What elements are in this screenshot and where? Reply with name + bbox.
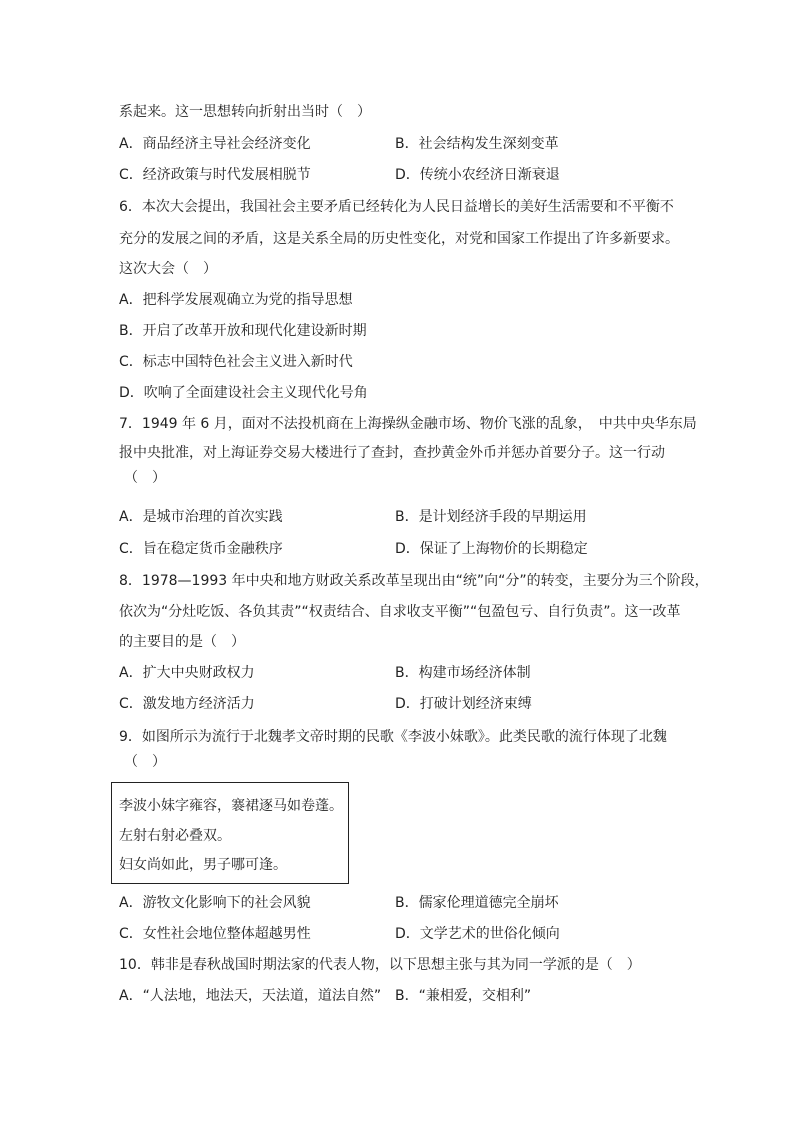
question-8-stem-line-2: 依次为“分灶吃饭、各负其责”“权责结合、自求收支平衡”“包盈包亏、自行负责”。这一改革 (119, 604, 681, 620)
question-7-option-b[interactable]: B．是计划经济手段的早期运用 (395, 509, 587, 525)
question-7-stem-line-3: （ ） (124, 470, 166, 486)
question-8-stem-line-3: 的主要目的是（ ） (119, 634, 245, 650)
question-5-option-a[interactable]: A．商品经济主导社会经济变化 (119, 136, 311, 152)
poem-box (111, 782, 349, 884)
question-9-option-c[interactable]: C．女性社会地位整体超越男性 (119, 926, 311, 942)
question-9-option-b[interactable]: B．儒家伦理道德完全崩坏 (395, 895, 559, 911)
question-6-option-a[interactable]: A．把科学发展观确立为党的指导思想 (119, 292, 353, 308)
question-6-option-b[interactable]: B．开启了改革开放和现代化建设新时期 (119, 323, 367, 339)
question-6-option-c[interactable]: C．标志中国特色社会主义进入新时代 (119, 354, 353, 370)
poem-line-2: 左射右射必叠双。 (119, 828, 231, 844)
question-9-option-a[interactable]: A．游牧文化影响下的社会风貌 (119, 895, 311, 911)
question-8-stem-line-1: 8．1978—1993 年中央和地方财政关系改革呈现出由“统”向“分”的转变，主要分为三个阶段， (119, 573, 709, 589)
question-9-stem-line-2: （ ） (124, 754, 166, 770)
question-6-stem-line-3: 这次大会（ ） (119, 261, 217, 277)
question-10-stem: 10．韩非是春秋战国时期法家的代表人物，以下思想主张与其为同一学派的是（ ） (119, 957, 641, 973)
question-8-option-d[interactable]: D．打破计划经济束缚 (395, 696, 532, 712)
question-8-option-b[interactable]: B．构建市场经济体制 (395, 665, 531, 681)
question-8-option-c[interactable]: C．激发地方经济活力 (119, 696, 255, 712)
question-6-stem-line-1: 6．本次大会提出，我国社会主要矛盾已经转化为人民日益增长的美好生活需要和不平衡不 (119, 199, 674, 215)
question-7-stem-line-2: 报中央批准，对上海证券交易大楼进行了查封，查抄黄金外币并惩办首要分子。这一行动 (119, 445, 665, 461)
question-7-option-d[interactable]: D．保证了上海物价的长期稳定 (395, 541, 588, 557)
poem-line-3: 妇女尚如此，男子哪可逢。 (119, 857, 287, 873)
question-6-option-d[interactable]: D．吹响了全面建设社会主义现代化号角 (119, 385, 368, 401)
question-8-option-a[interactable]: A．扩大中央财政权力 (119, 665, 255, 681)
question-5-option-d[interactable]: D．传统小农经济日渐衰退 (395, 167, 560, 183)
question-9-option-d[interactable]: D．文学艺术的世俗化倾向 (395, 926, 560, 942)
poem-line-1: 李波小妹字雍容，褰裙逐马如卷蓬。 (119, 798, 343, 814)
question-10-option-a[interactable]: A．“人法地，地法天，天法道，道法自然” (119, 988, 382, 1004)
question-5-option-b[interactable]: B．社会结构发生深刻变革 (395, 136, 559, 152)
question-10-option-b[interactable]: B．“兼相爱，交相利” (395, 988, 532, 1004)
question-5-stem-end: 系起来。这一思想转向折射出当时（ ） (119, 104, 371, 120)
question-7-option-c[interactable]: C．旨在稳定货币金融秩序 (119, 541, 283, 557)
question-7-stem-line-1: 7．1949 年 6 月，面对不法投机商在上海操纵金融市场、物价飞涨的乱象， 中共中央华东局 (119, 416, 697, 432)
question-6-stem-line-2: 充分的发展之间的矛盾，这是关系全局的历史性变化，对党和国家工作提出了许多新要求。 (119, 231, 679, 247)
question-5-option-c[interactable]: C．经济政策与时代发展相脱节 (119, 167, 311, 183)
question-9-stem-line-1: 9．如图所示为流行于北魏孝文帝时期的民歌《李波小妹歌》。此类民歌的流行体现了北魏 (119, 729, 667, 745)
question-7-option-a[interactable]: A．是城市治理的首次实践 (119, 509, 283, 525)
